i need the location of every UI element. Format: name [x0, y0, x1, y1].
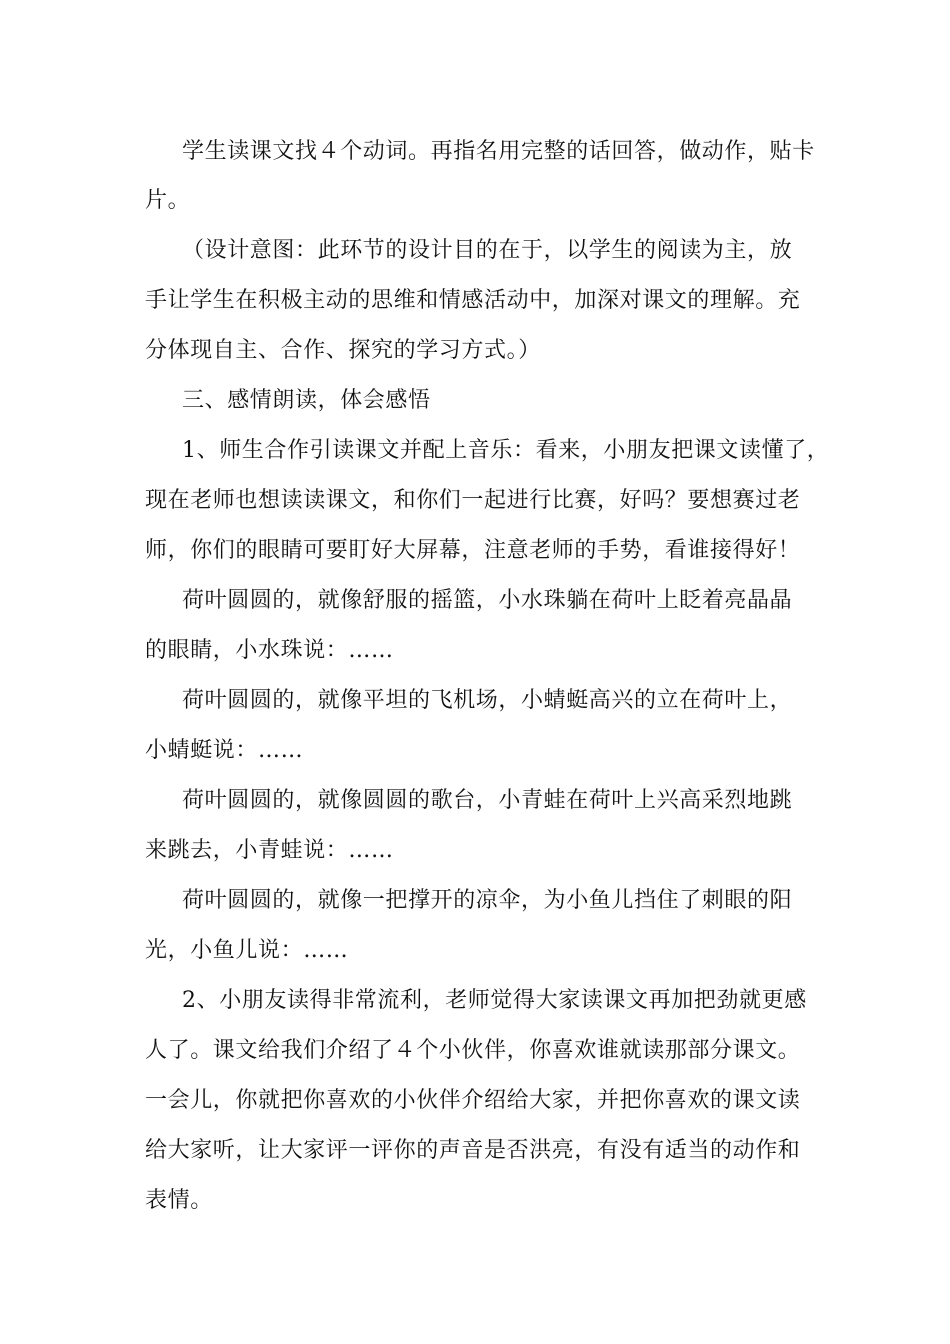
- text-line: 片。: [145, 188, 191, 213]
- text-line: 给大家听，让大家评一评你的声音是否洪亮，有没有适当的动作和: [145, 1138, 801, 1163]
- text-line: 2、小朋友读得非常流利，老师觉得大家读课文再加把劲就更感: [182, 988, 807, 1013]
- text-line: 荷叶圆圆的，就像平坦的飞机场，小蜻蜓高兴的立在荷叶上，: [182, 688, 793, 713]
- text-line: 1、师生合作引读课文并配上音乐：看来，小朋友把课文读懂了，: [182, 438, 830, 463]
- text-line: 手让学生在积极主动的思维和情感活动中，加深对课文的理解。充: [145, 288, 801, 313]
- text-line: 荷叶圆圆的，就像一把撑开的凉伞，为小鱼儿挡住了刺眼的阳: [182, 888, 793, 913]
- text-line: 现在老师也想读读课文，和你们一起进行比赛，好吗？要想赛过老: [145, 488, 801, 513]
- section-heading: 三、感情朗读，体会感悟: [182, 388, 431, 413]
- text-line: 荷叶圆圆的，就像圆圆的歌台，小青蛙在荷叶上兴高采烈地跳: [182, 788, 793, 813]
- text-line: （设计意图：此环节的设计目的在于，以学生的阅读为主，放: [182, 238, 793, 263]
- text-line: 表情。: [145, 1188, 213, 1213]
- text-line: 光，小鱼儿说：……: [145, 938, 349, 963]
- text-line: 一会儿，你就把你喜欢的小伙伴介绍给大家，并把你喜欢的课文读: [145, 1088, 801, 1113]
- text-line: 师，你们的眼睛可要盯好大屏幕，注意老师的手势，看谁接得好！: [145, 538, 801, 563]
- text-line: 小蜻蜓说：……: [145, 738, 304, 763]
- text-line: 的眼睛，小水珠说：……: [145, 638, 394, 663]
- text-line: 分体现自主、合作、探究的学习方式。）: [145, 338, 541, 363]
- text-line: 来跳去，小青蛙说：……: [145, 838, 394, 863]
- text-line: 荷叶圆圆的，就像舒服的摇篮，小水珠躺在荷叶上眨着亮晶晶: [182, 588, 793, 613]
- text-line: 学生读课文找４个动词。再指名用完整的话回答，做动作，贴卡: [182, 139, 815, 164]
- text-line: 人了。课文给我们介绍了４个小伙伴，你喜欢谁就读那部分课文。: [145, 1038, 801, 1063]
